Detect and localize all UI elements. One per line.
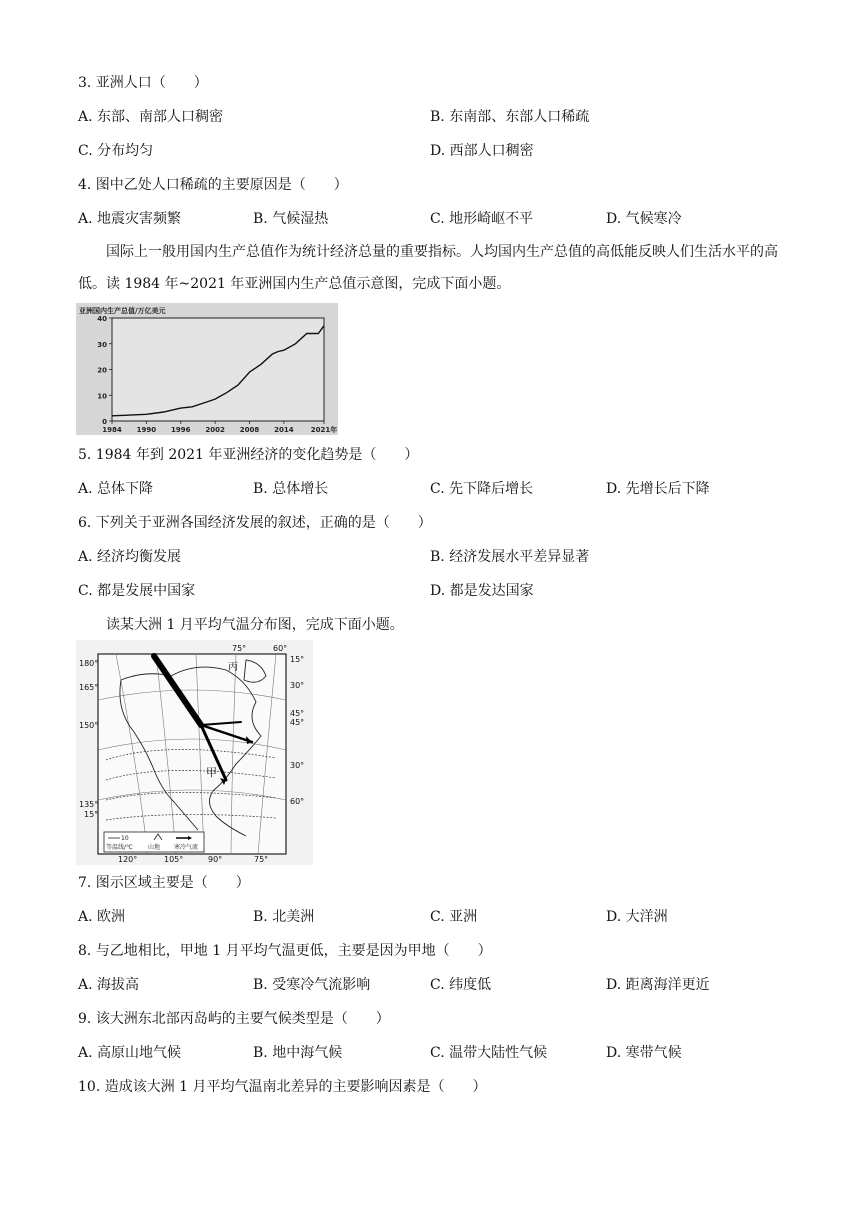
x-tick-label: 2008 [239,426,260,434]
map-right-label: 45° [290,718,305,727]
map-bottom-label: 75° [254,855,269,864]
map-intro: 读某大洲 1 月平均气温分布图，完成下面小题。 [106,617,404,633]
map-right-label: 45° [290,709,305,718]
q8-option-d[interactable]: D. 距离海洋更近 [606,977,710,993]
map-right-label: 15° [290,655,305,664]
q8-option-c[interactable]: C. 纬度低 [430,977,492,993]
legend-isotherm-value: 10 [121,835,129,842]
q3-option-b[interactable]: B. 东南部、东部人口稀疏 [430,109,590,125]
map-bottom-label: 120° [118,855,138,864]
q6-option-c[interactable]: C. 都是发展中国家 [78,583,196,599]
x-tick-label: 1996 [171,426,191,434]
map-top-label: 75° [232,644,247,653]
q10-stem: 10. 造成该大洲 1 月平均气温南北差异的主要影响因素是（ ） [78,1079,487,1095]
q4-option-a[interactable]: A. 地震灾害频繁 [78,211,182,227]
y-tick-label: 40 [97,315,107,323]
place-label-bing: 丙 [228,662,238,673]
q7-stem: 7. 图示区域主要是（ ） [78,875,250,891]
q6-stem: 6. 下列关于亚洲各国经济发展的叙述，正确的是（ ） [78,515,432,531]
q9-option-c[interactable]: C. 温带大陆性气候 [430,1045,548,1061]
map-left-label: 165° [79,683,99,692]
map-left-label: 180° [79,659,99,668]
q5-option-a[interactable]: A. 总体下降 [78,481,154,497]
y-tick-label: 30 [97,340,107,349]
y-tick-label: 10 [97,392,107,401]
q4-stem: 4. 图中乙处人口稀疏的主要原因是（ ） [78,177,348,193]
x-tick-label: 2014 [274,426,294,434]
q5-option-c[interactable]: C. 先下降后增长 [430,481,534,497]
temperature-map [76,640,313,865]
q5-option-d[interactable]: D. 先增长后下降 [606,481,710,497]
legend-mountain-label: 山地 [148,844,161,851]
q6-option-a[interactable]: A. 经济均衡发展 [78,549,182,565]
q9-option-b[interactable]: B. 地中海气候 [253,1045,343,1061]
map-bottom-label: 90° [208,855,223,864]
map-left-label: 150° [79,721,99,730]
map-top-label: 60° [273,644,288,653]
q3-option-c[interactable]: C. 分布均匀 [78,143,154,159]
map-right-label: 30° [290,761,305,770]
x-tick-label: 1984 [102,426,122,434]
q8-option-b[interactable]: B. 受寒冷气流影响 [253,977,371,993]
map-bottom-label: 105° [164,855,184,864]
q9-option-d[interactable]: D. 寒带气候 [606,1045,682,1061]
gdp-intro: 国际上一般用国内生产总值作为统计经济总量的重要指标。人均国内生产总值的高低能反映人们生活水平的高低。读 1984 年~2021 年亚洲国内生产总值示意图，完成下面小题。 [78,244,778,292]
q3-option-a[interactable]: A. 东部、南部人口稠密 [78,109,224,125]
q4-option-b[interactable]: B. 气候湿热 [253,211,329,227]
q7-option-c[interactable]: C. 亚洲 [430,909,478,925]
y-tick-label: 0 [102,418,107,426]
q4-option-c[interactable]: C. 地形崎岖不平 [430,211,534,227]
q8-stem: 8. 与乙地相比，甲地 1 月平均气温更低，主要是因为甲地（ ） [78,943,492,959]
x-tick-label: 2021年 [310,426,338,434]
q7-option-a[interactable]: A. 欧洲 [78,909,126,925]
q8-option-a[interactable]: A. 海拔高 [78,977,140,993]
y-tick-label: 20 [97,366,107,375]
q3-stem: 3. 亚洲人口（ ） [78,75,208,91]
legend-cold-airflow-label: 寒冷气流 [174,844,199,851]
place-label-jia: 甲 [206,766,217,779]
q5-option-b[interactable]: B. 总体增长 [253,481,329,497]
x-tick-label: 1990 [136,426,157,434]
map-left-label: 135° [79,800,99,809]
q9-option-a[interactable]: A. 高原山地气候 [78,1045,182,1061]
q7-option-d[interactable]: D. 大洋洲 [606,909,668,925]
chart-plot-area [112,318,324,421]
gdp-line-chart [76,303,338,435]
q7-option-b[interactable]: B. 北美洲 [253,909,315,925]
q3-option-d[interactable]: D. 西部人口稠密 [430,143,534,159]
q9-stem: 9. 该大洲东北部丙岛屿的主要气候类型是（ ） [78,1011,390,1027]
q6-option-b[interactable]: B. 经济发展水平差异显著 [430,549,590,565]
q5-stem: 5. 1984 年到 2021 年亚洲经济的变化趋势是（ ） [78,447,419,463]
legend-isotherm-label: 等温线/℃ [106,844,133,851]
q4-option-d[interactable]: D. 气候寒冷 [606,211,682,227]
map-right-label: 60° [290,797,305,806]
q6-option-d[interactable]: D. 都是发达国家 [430,583,534,599]
x-tick-label: 2002 [205,426,225,434]
chart-ylabel: 亚洲国内生产总值/万亿美元 [79,307,166,315]
map-left-label: 15° [84,810,99,819]
map-right-label: 30° [290,681,305,690]
